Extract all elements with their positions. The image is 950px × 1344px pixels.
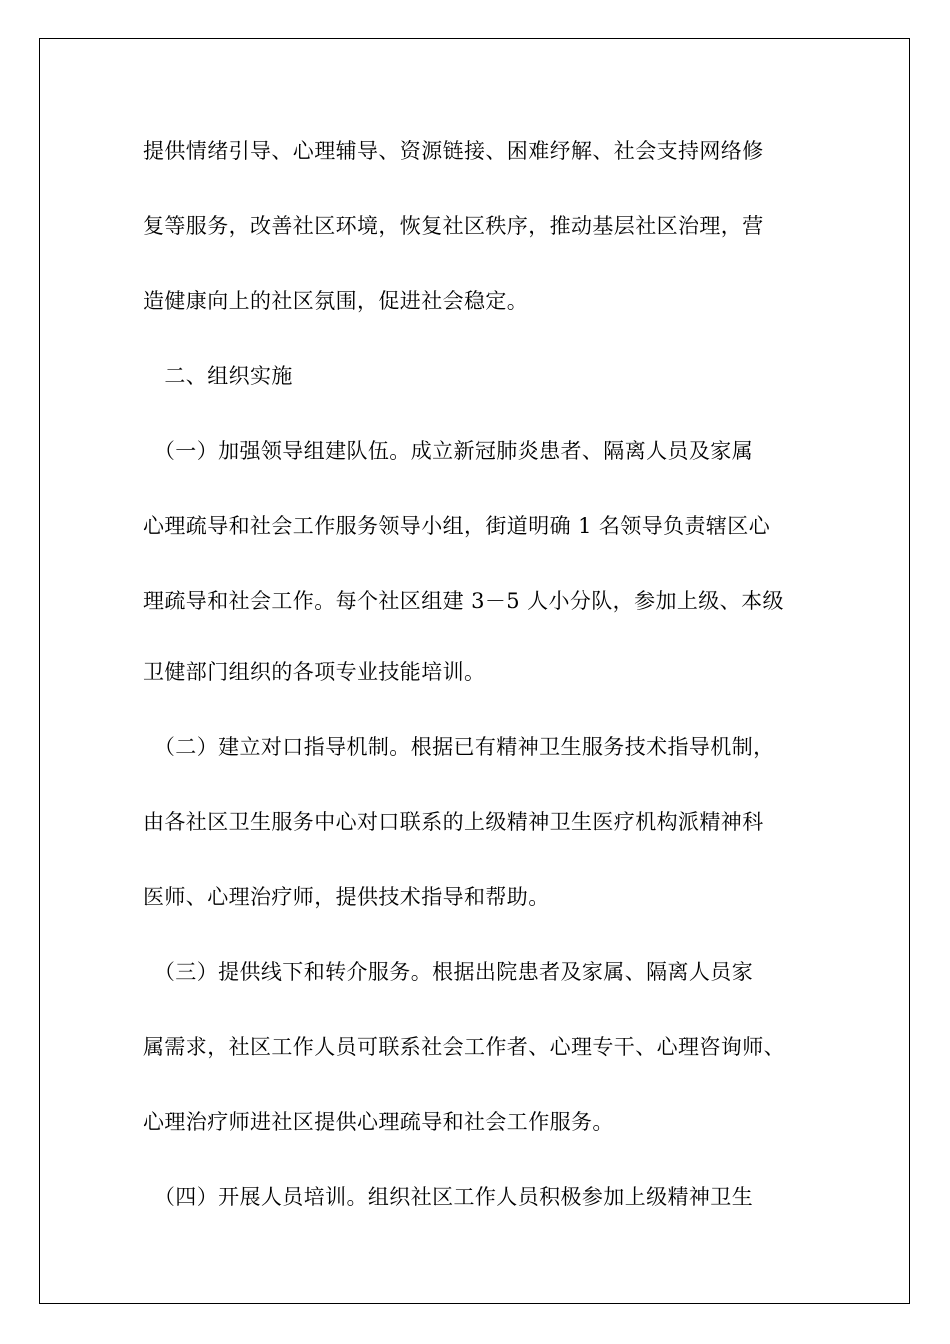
body-line-2: 复等服务，改善社区环境，恢复社区秩序，推动基层社区治理，营 xyxy=(143,214,764,238)
section-heading: 二、组织实施 xyxy=(143,364,293,388)
body-line-14: 心理治疗师进社区提供心理疏导和社会工作服务。 xyxy=(143,1110,614,1134)
body-line-11: 医师、心理治疗师，提供技术指导和帮助。 xyxy=(143,885,550,909)
body-line-10: 由各社区卫生服务中心对口联系的上级精神卫生医疗机构派精神科 xyxy=(143,810,764,834)
body-line-9: （二）建立对口指导机制。根据已有精神卫生服务技术指导机制， xyxy=(143,735,775,759)
body-line-6: 心理疏导和社会工作服务领导小组，街道明确 1 名领导负责辖区心 xyxy=(143,514,771,538)
body-line-8: 卫健部门组织的各项专业技能培训。 xyxy=(143,660,486,684)
body-line-13: 属需求，社区工作人员可联系社会工作者、心理专干、心理咨询师、 xyxy=(143,1035,785,1059)
body-line-12: （三）提供线下和转介服务。根据出院患者及家属、隔离人员家 xyxy=(143,960,754,984)
body-line-1: 提供情绪引导、心理辅导、资源链接、困难纾解、社会支持网络修 xyxy=(143,139,764,163)
body-line-3: 造健康向上的社区氛围，促进社会稳定。 xyxy=(143,289,529,313)
body-line-5: （一）加强领导组建队伍。成立新冠肺炎患者、隔离人员及家属 xyxy=(143,439,754,463)
body-line-15: （四）开展人员培训。组织社区工作人员积极参加上级精神卫生 xyxy=(143,1185,754,1209)
body-line-7: 理疏导和社会工作。每个社区组建 3－5 人小分队，参加上级、本级 xyxy=(143,589,784,613)
